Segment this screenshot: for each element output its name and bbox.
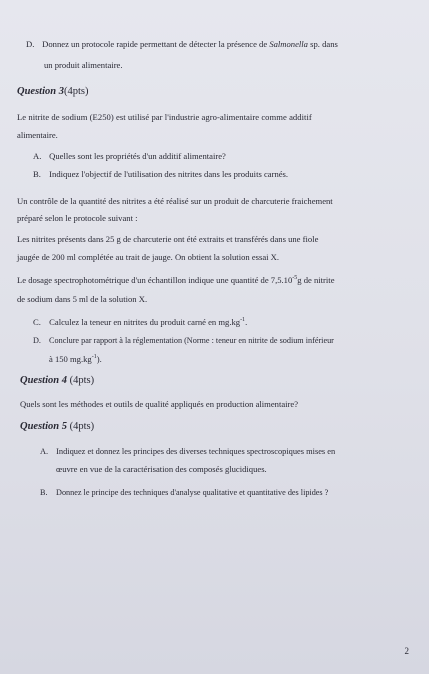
- item-label: B.: [33, 169, 41, 179]
- q3-intro-line2: alimentaire.: [17, 130, 58, 140]
- item-text: Indiquez l'objectif de l'utilisation des nitrites dans les produits carnés.: [49, 169, 289, 179]
- organism-name: Salmonella: [269, 39, 308, 49]
- item-text: à 150 mg.kg: [49, 354, 92, 364]
- item-text: Donnez un protocole rapide permettant de détecter la présence de: [42, 39, 268, 49]
- item-label: C.: [33, 317, 41, 327]
- q2-item-d-line2: un produit alimentaire.: [44, 60, 123, 70]
- question-title: Question 5: [20, 421, 67, 432]
- item-label: A.: [40, 447, 49, 456]
- question-5-heading: [20, 421, 94, 432]
- page-number: 2: [404, 646, 409, 656]
- q3-item-c: [33, 316, 247, 328]
- exponent: -1: [240, 317, 246, 324]
- q5-item-a-line1: [40, 446, 335, 458]
- question-title: Question 4: [20, 375, 67, 386]
- q3-para2-line1: Les nitrites présents dans 25 g de charcuterie ont été extraits et transférés dans une fiole: [17, 234, 319, 244]
- question-title: Question 3: [17, 86, 64, 97]
- q3-para1-line2: préparé selon le protocole suivant :: [17, 213, 138, 223]
- item-label: B.: [40, 488, 48, 497]
- q5-item-a-line2: œuvre en vue de la caractérisation des composés glucidiques.: [56, 464, 267, 474]
- q4-text: Quels sont les méthodes et outils de qualité appliqués en production alimentaire?: [20, 399, 299, 409]
- item-label: A.: [33, 151, 42, 161]
- item-end: ).: [96, 354, 102, 364]
- q3-para3-line2: de sodium dans 5 ml de la solution X.: [17, 294, 148, 304]
- para-text-end: g de nitrite: [297, 275, 335, 285]
- item-text-end: sp. dans: [310, 39, 338, 49]
- q3-item-d-line2: [49, 353, 102, 365]
- q3-item-b: [33, 168, 288, 180]
- q3-intro-line1: Le nitrite de sodium (E250) est utilisé par l'industrie agro-alimentaire comme additif: [17, 112, 312, 122]
- question-points: (4pts): [69, 421, 95, 432]
- exponent: -5: [292, 275, 298, 282]
- q3-para3-line1: [17, 274, 335, 286]
- item-text: Quelles sont les propriétés d'un additif alimentaire?: [49, 151, 226, 161]
- question-points: (4pts): [63, 86, 89, 97]
- q2-item-d-line1: [26, 38, 338, 50]
- q3-item-a: [33, 150, 226, 162]
- item-text: Donnez le principe des techniques d'analyse qualitative et quantitative des lipides ?: [56, 488, 329, 497]
- item-end: .: [245, 317, 248, 327]
- q3-item-d-line1: [33, 335, 334, 347]
- item-label: D.: [26, 39, 35, 49]
- q3-para1-line1: Un contrôle de la quantité des nitrites a été réalisé sur un produit de charcuterie fraichement: [17, 196, 333, 206]
- item-text: Indiquez et donnez les principes des diverses techniques spectroscopiques mises en: [56, 447, 336, 456]
- exponent: -1: [91, 354, 97, 361]
- item-text: Calculez la teneur en nitrites du produit carné en mg.kg: [49, 317, 241, 327]
- q3-para2-line2: jaugée de 200 ml complétée au trait de jauge. On obtient la solution essai X.: [17, 252, 280, 262]
- item-label: D.: [33, 336, 41, 345]
- question-points: (4pts): [69, 375, 95, 386]
- q5-item-b: [40, 487, 328, 499]
- question-4-heading: [20, 375, 94, 386]
- item-text: Conclure par rapport à la réglementation (Norme : teneur en nitrite de sodium inférieur: [49, 336, 334, 345]
- para-text: Le dosage spectrophotométrique d'un échantillon indique une quantité de 7,5.10: [17, 275, 293, 285]
- question-3-heading: [17, 86, 88, 97]
